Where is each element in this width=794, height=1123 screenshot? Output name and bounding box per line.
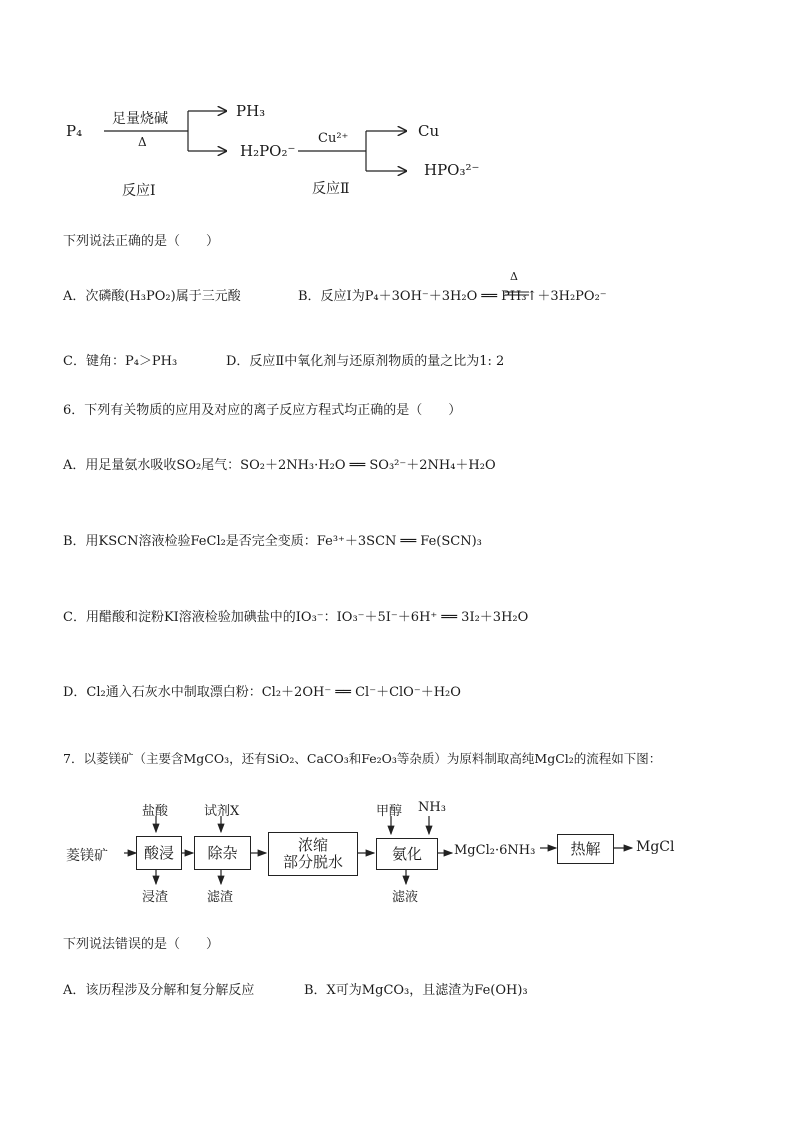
flow-methanol: 甲醇 bbox=[376, 804, 403, 819]
flow-box-concentrate-line2: 部分脱水 bbox=[282, 853, 343, 871]
reactant-p4: P₄ bbox=[66, 122, 83, 140]
q5-stem: 下列说法正确的是（ ） bbox=[63, 234, 220, 249]
q5-option-b: B．反应Ⅰ为P₄＋3OH⁻＋3H₂O ══ PH₃↑＋3H₂PO₂⁻ bbox=[298, 289, 607, 304]
q5-option-d: D．反应Ⅱ中氧化剂与还原剂物质的量之比为1: 2 bbox=[226, 354, 505, 369]
condition-heat: Δ bbox=[138, 135, 147, 149]
flow-box-ammoniate: 氨化 bbox=[376, 838, 438, 870]
product-hpo3: HPO₃²⁻ bbox=[424, 161, 480, 179]
flow-box-concentrate bbox=[268, 832, 358, 876]
flow-nh3: NH₃ bbox=[418, 800, 446, 815]
product-ph3: PH₃ bbox=[236, 102, 266, 120]
q7-stem2: 下列说法错误的是（ ） bbox=[63, 937, 220, 952]
flow-box-purify: 除杂 bbox=[194, 836, 251, 870]
q6-option-d: D．Cl₂通入石灰水中制取漂白粉：Cl₂＋2OH⁻ ══ Cl⁻＋ClO⁻＋H₂O bbox=[63, 685, 461, 700]
q7-option-b: B．X可为MgCO₃，且滤渣为Fe(OH)₃ bbox=[304, 983, 528, 998]
flow-raw-ore: 菱镁矿 bbox=[66, 848, 108, 864]
label-reaction-1: 反应Ⅰ bbox=[122, 183, 156, 199]
flow-intermediate: MgCl₂·6NH₃ bbox=[454, 843, 536, 858]
flow-reagent-x: 试剂X bbox=[204, 804, 240, 819]
condition-cu2: Cu²⁺ bbox=[318, 131, 349, 146]
flow-residue-leach: 浸渣 bbox=[142, 890, 169, 905]
q6-option-a: A．用足量氨水吸收SO₂尾气：SO₂＋2NH₃·H₂O ══ SO₃²⁻＋2NH₄＋H₂O bbox=[63, 458, 496, 473]
flow-box-pyrolysis: 热解 bbox=[557, 834, 614, 864]
q6-option-b: B．用KSCN溶液检验FeCl₂是否完全变质：Fe³⁺＋3SCN ══ Fe(SCN)₃ bbox=[63, 534, 482, 549]
q7-stem: 7．以菱镁矿（主要含MgCO₃，还有SiO₂、CaCO₃和Fe₂O₃等杂质）为原料制取高纯MgCl₂的流程如下图： bbox=[63, 751, 662, 766]
condition-naoh: 足量烧碱 bbox=[112, 111, 168, 127]
q6-stem: 6．下列有关物质的应用及对应的离子反应方程式均正确的是（ ） bbox=[63, 403, 462, 418]
flow-residue-filter: 滤渣 bbox=[207, 890, 234, 905]
q6-option-c: C．用醋酸和淀粉KI溶液检验加碘盐中的IO₃⁻：IO₃⁻＋5I⁻＋6H⁺ ══ 3I₂＋3H₂O bbox=[63, 610, 529, 625]
q5-option-b-condition: Δ bbox=[510, 270, 518, 283]
q5-option-a: A．次磷酸(H₃PO₂)属于三元酸 bbox=[63, 289, 241, 304]
q7-option-a: A．该历程涉及分解和复分解反应 bbox=[63, 983, 255, 998]
product-cu: Cu bbox=[418, 122, 440, 140]
q5-option-c: C．键角：P₄＞PH₃ bbox=[63, 354, 178, 369]
flow-product: MgCl bbox=[636, 839, 675, 855]
product-h2po2: H₂PO₂⁻ bbox=[240, 142, 296, 160]
flow-box-concentrate-line1: 浓缩 bbox=[297, 836, 328, 854]
flow-hcl: 盐酸 bbox=[142, 804, 169, 819]
flow-filtrate: 滤液 bbox=[392, 890, 419, 905]
label-reaction-2: 反应Ⅱ bbox=[312, 181, 350, 197]
flow-box-acid-leach: 酸浸 bbox=[136, 836, 182, 870]
